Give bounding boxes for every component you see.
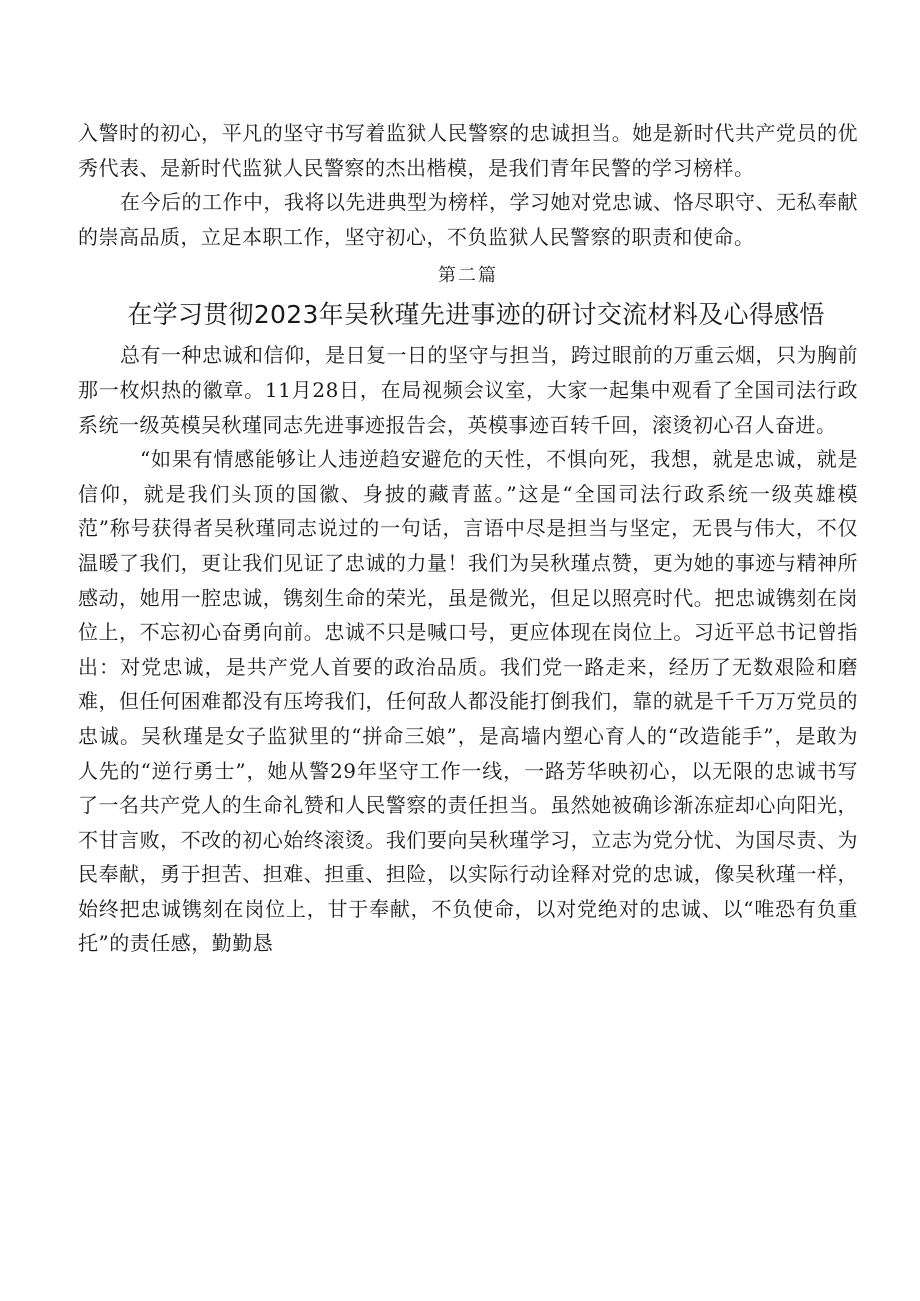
- body-paragraph: 总有一种忠诚和信仰，是日复一日的坚守与担当，跨过眼前的万重云烟，只为胸前那一枚炽热的徽章。11月28日，在局视频会议室，大家一起集中观看了全国司法行政系统一级英模吴秋瑾同志先进事迹报告会，英模事迹百转千回，滚烫初心召人奋进。: [78, 343, 858, 437]
- body-paragraph: “如果有情感能够让人违逆趋安避危的天性，不惧向死，我想，就是忠诚，就是信仰，就是我们头顶的国徽、身披的藏青蓝。”这是“全国司法行政系统一级英雄模范”称号获得者吴秋瑾同志说过的一句话，言语中尽是担当与坚定，无畏与伟大，不仅温暖了我们，更让我们见证了忠诚的力量！我们为吴秋瑾点赞，更为她的事迹与精神所感动，她用一腔忠诚，镌刻生命的荣光，虽是微光，但足以照亮时代。把忠诚镌刻在岗位上，不忘初心奋勇向前。忠诚不只是喊口号，更应体现在岗位上。习近平总书记曾指出：对党忠诚，是共产党人首要的政治品质。我们党一路走来，经历了无数艰险和磨难，但任何困难都没有压垮我们，任何敌人都没能打倒我们，靠的就是千千万万党员的忠诚。吴秋瑾是女子监狱里的“拼命三娘”，是高墙内塑心育人的“改造能手”，是敢为人先的“逆行勇士”，她从警29年坚守工作一线，一路芳华映初心，以无限的忠诚书写了一名共产党人的生命礼赞和人民警察的责任担当。虽然她被确诊渐冻症却心向阳光，不甘言败，不改的初心始终滚烫。我们要向吴秋瑾学习，立志为党分忧、为国尽责、为民奉献，勇于担苦、担难、担重、担险，以实际行动诠释对党的忠诚，像吴秋瑾一样，始终把忠诚镌刻在岗位上，甘于奉献，不负使命，以对党绝对的忠诚、以“唯恐有负重托”的责任感，勤勤恳: [78, 447, 858, 956]
- closing-paragraph: 在今后的工作中，我将以先进典型为榜样，学习她对党忠诚、恪尽职守、无私奉献的崇高品质，立足本职工作，坚守初心，不负监狱人民警察的职责和使命。: [78, 190, 858, 249]
- document-title: 在学习贯彻2023年吴秋瑾先进事迹的研讨交流材料及心得感悟: [127, 300, 825, 330]
- document-page: [78, 116, 858, 961]
- continuation-paragraph: 入警时的初心，平凡的坚守书写着监狱人民警察的忠诚担当。她是新时代共产党员的优秀代表、是新时代监狱人民警察的杰出楷模，是我们青年民警的学习榜样。: [78, 121, 858, 180]
- section-label: 第二篇: [438, 265, 498, 287]
